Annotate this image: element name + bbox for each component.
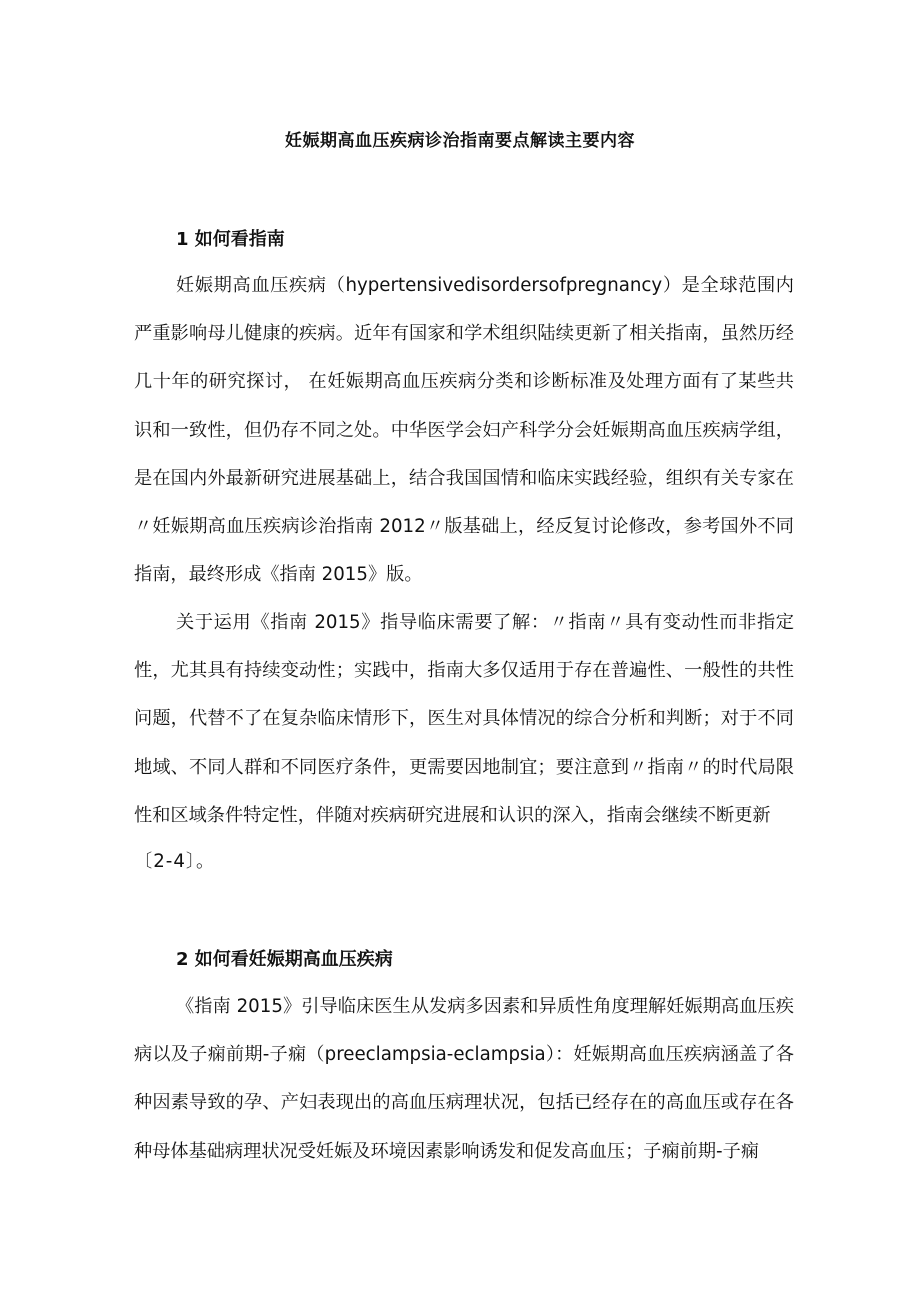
section-2-paragraph-1: 《指南 2015》引导临床医生从发病多因素和异质性角度理解妊娠期高血压疾病以及子痫前期-子痫（preeclampsia-eclampsia）：妊娠期高血压疾病涵盖了各种因素导致的孕、产妇表现出的高血压病理状况，包括已经存在的高血压或存在各种母体基础病理状况受妊娠及环境因素影响诱发和促发高血压；子痫前期-子痫 <box>134 996 794 1162</box>
section-1-paragraph-1: 妊娠期高血压疾病（hypertensivedisordersofpregnancy）是全球范围内严重影响母儿健康的疾病。近年有国家和学术组织陆续更新了相关指南，虽然历经几十年的研究探讨， 在妊娠期高血压疾病分类和诊断标准及处理方面有了某些共识和一致性，但仍存不同之处。中华医学会妇产科学分会妊娠期高血压疾病学组，是在国内外最新研究进展基础上，结合我国国情和临床实践经验，组织有关专家在〃妊娠期高血压疾病诊治指南 2012〃版基础上，经反复讨论修改，参考国外不同指南，最终形成《指南 2015》版。 <box>134 275 794 586</box>
section-1-citation: 〔2-4〕。 <box>134 851 216 872</box>
section-heading-1: 1 如何看指南 <box>176 229 285 250</box>
document-title: 妊娠期高血压疾病诊治指南要点解读主要内容 <box>285 131 635 151</box>
section-1-paragraph-2: 关于运用《指南 2015》指导临床需要了解：〃指南〃具有变动性而非指定性，尤其具有持续变动性；实践中，指南大多仅适用于存在普遍性、一般性的共性问题，代替不了在复杂临床情形下，医生对具体情况的综合分析和判断；对于不同地域、不同人群和不同医疗条件，更需要因地制宜；要注意到〃指南〃的时代局限性和区域条件特定性，伴随对疾病研究进展和认识的深入，指南会继续不断更新 <box>134 612 794 826</box>
section-heading-2: 2 如何看妊娠期高血压疾病 <box>176 949 393 970</box>
